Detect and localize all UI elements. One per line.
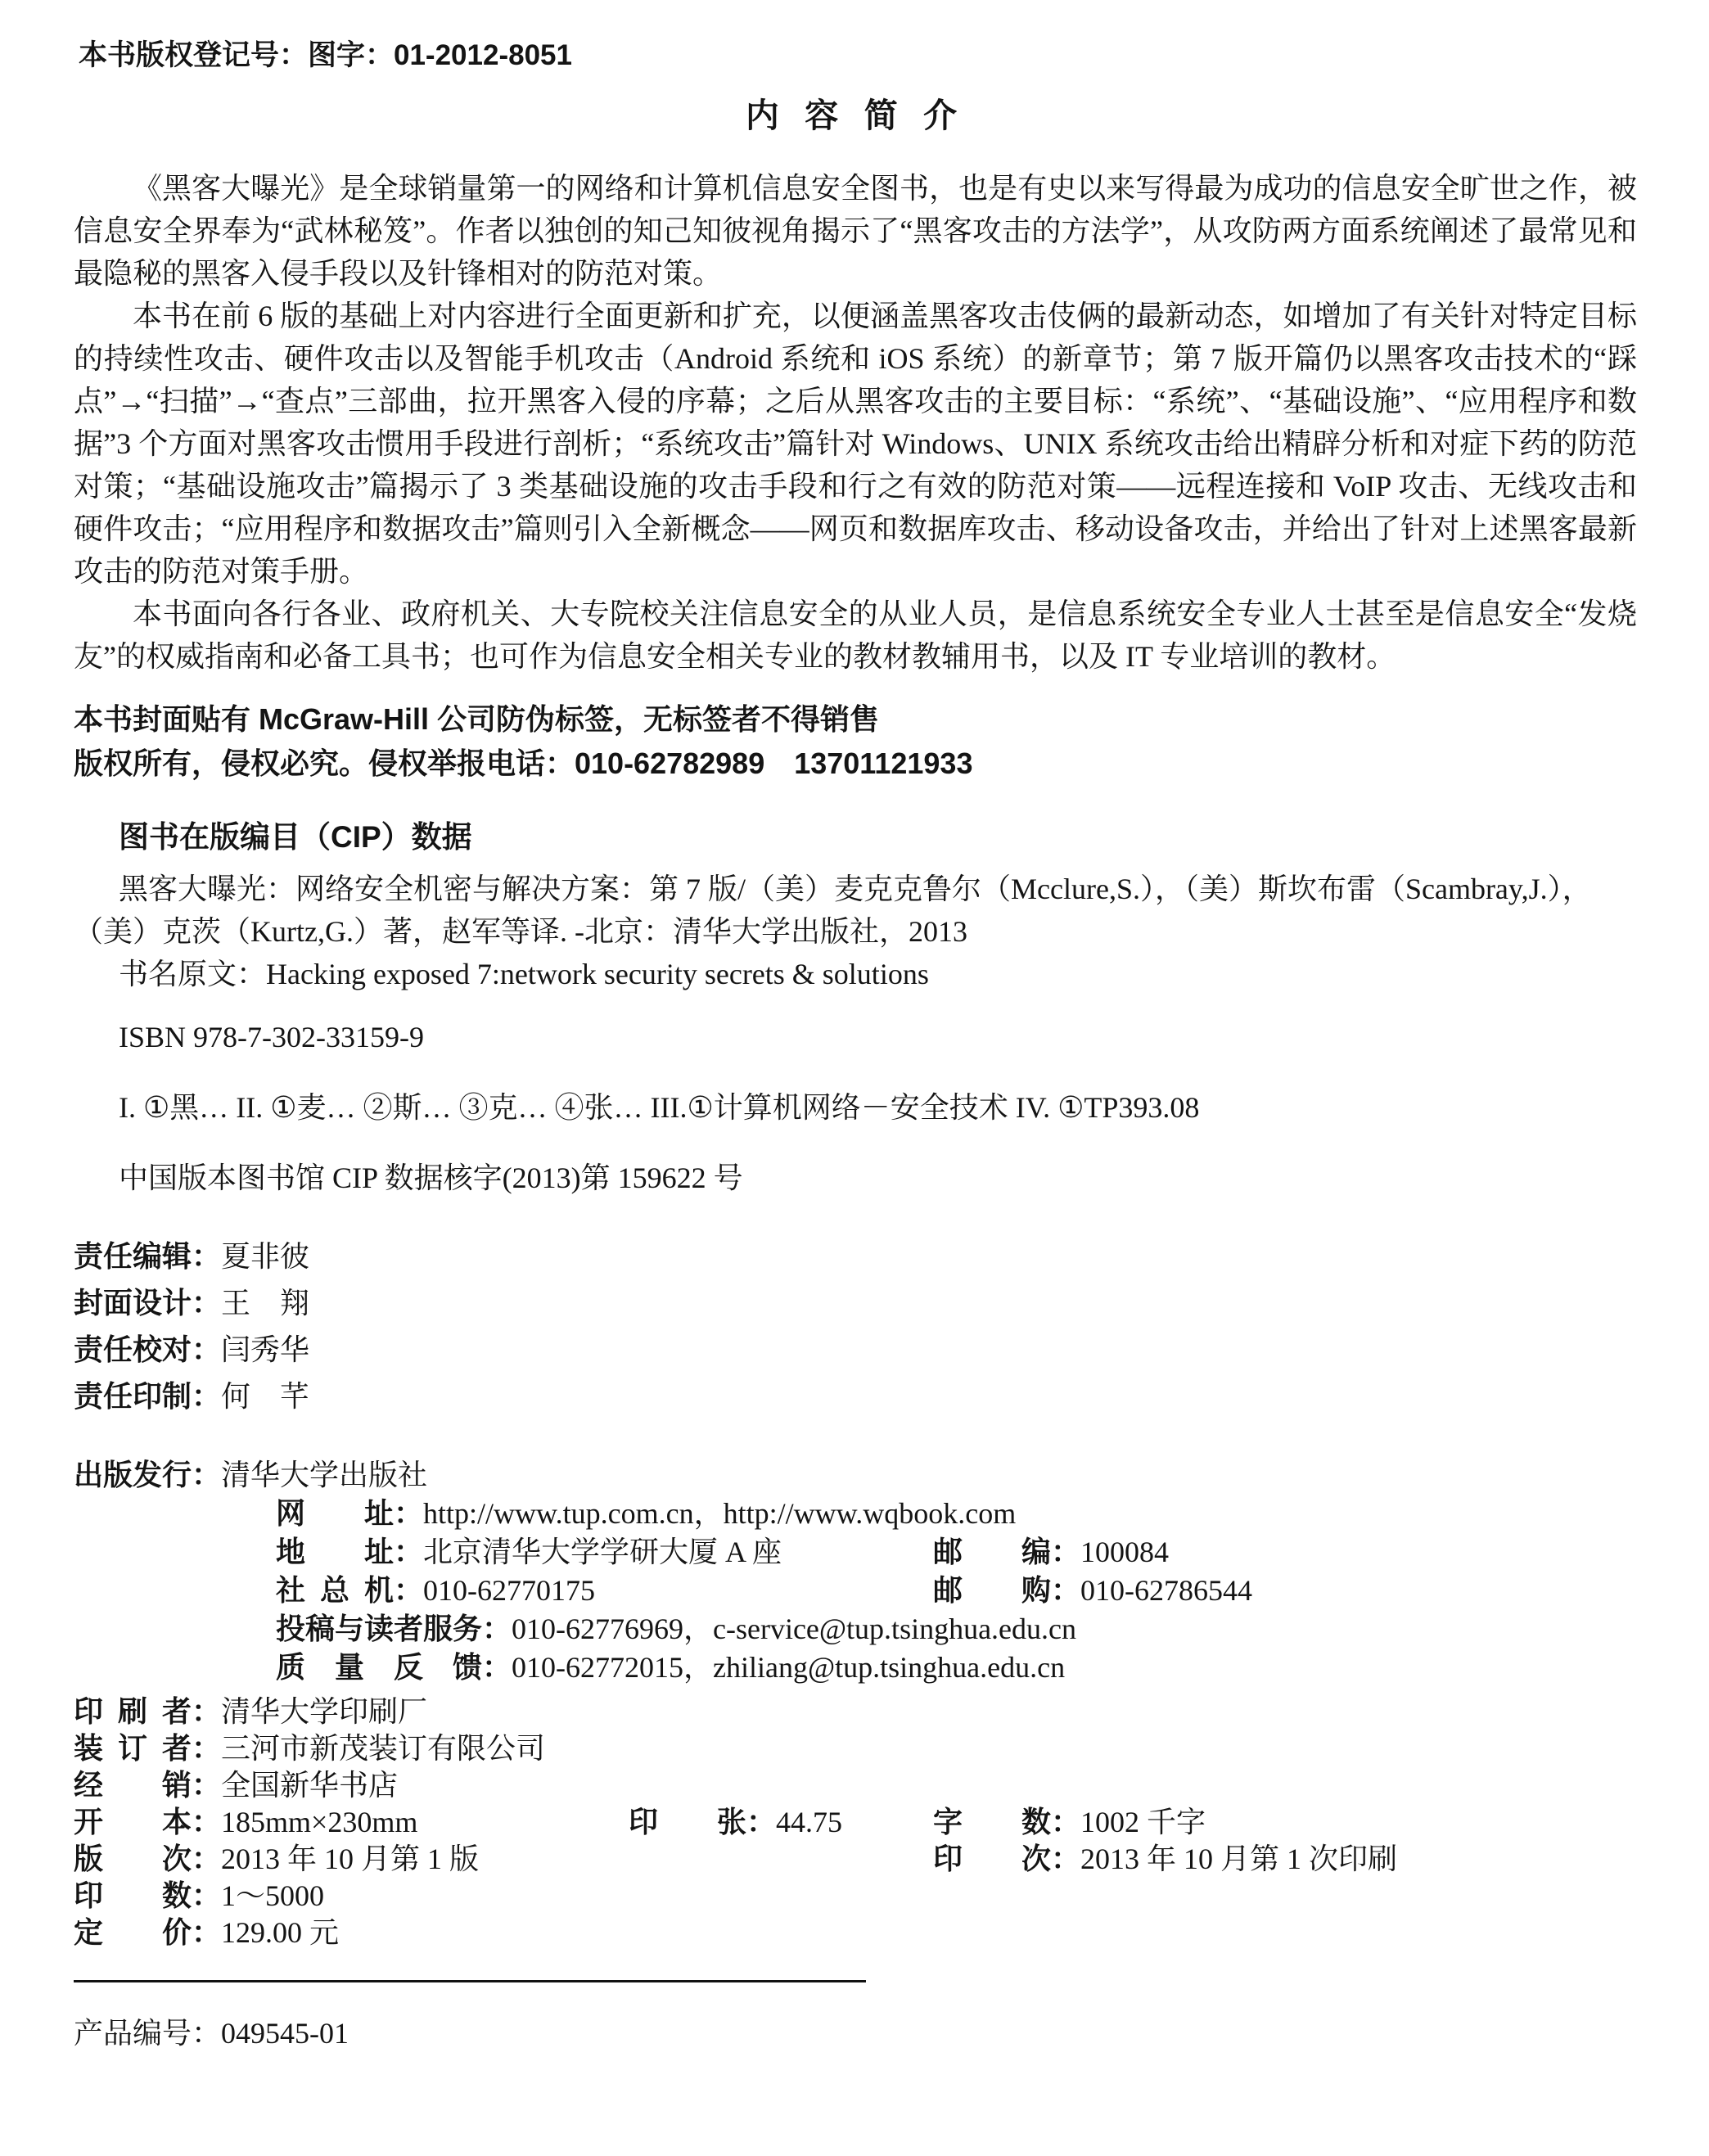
label-colon: ： [482,1650,512,1684]
binder-value: 三河市新茂装订有限公司 [221,1732,546,1765]
notices-section [74,697,1637,786]
staff-label: 封面设计 [74,1286,192,1319]
label-colon: ： [192,1458,222,1491]
label-colon: ： [394,1535,424,1568]
intro-section [74,167,1637,678]
postcode-cell [933,1532,1169,1572]
registration-line: 本书版权登记号：图字：01-2012-8051 [79,39,572,71]
printing-row [74,1730,1637,1766]
label-colon: ： [746,1805,777,1838]
label-colon: ： [192,1879,222,1912]
cip-line-3: 书名原文：Hacking exposed 7:network security secrets & solutions [119,958,929,990]
printing-row [74,1877,1637,1914]
cip-line-1: 黑客大曝光：网络安全机密与解决方案：第 7 版/（美）麦克克鲁尔（Mcclure,S.），（美）斯坎布雷（Scambray,J.）， [119,873,1592,905]
label-colon: ： [1051,1805,1081,1838]
field-label: 出版发行 [74,1458,192,1491]
price-value: 129.00 元 [221,1916,340,1949]
field-label: 印次 [933,1842,1051,1875]
staff-value: 王 翔 [221,1287,310,1319]
staff-row [74,1373,1637,1419]
staff-label: 责任校对 [74,1333,192,1366]
impression-value: 2013 年 10 月第 1 次印刷 [1080,1843,1398,1875]
intro-paragraph-2: 本书在前 6 版的基础上对内容进行全面更新和扩充，以便涵盖黑客攻击伎俩的最新动态，如增加了有关针对特定目标的持续性攻击、硬件攻击以及智能手机攻击（Android 系统和 iOS 系统）的新章节；第 7 版开篇仍以黑客攻击技术的“踩点”→“扫描”→“查点”三部曲，拉开黑客入侵的序幕；之后从黑客攻击的主要目标：“系统”、“基础设施”、“应用程序和数据”3 个方面对黑客攻击惯用手段进行剖析；“系统攻击”篇针对 Windows、UNIX 系统攻击给出精辟分析和对症下药的防范对策；“基础设施攻击”篇揭示了 3 类基础设施的攻击手段和行之有效的防范对策——远程连接和 VoIP 攻击、无线攻击和硬件攻击；“应用程序和数据攻击”篇则引入全新概念——网页和数据库攻击、移动设备攻击，并给出了针对上述黑客最新攻击的防范对策手册。 [74,300,1637,588]
edition-value: 2013 年 10 月第 1 版 [221,1843,480,1875]
cip-line-2: （美）克茨（Kurtz,G.）著，赵军等译. -北京：清华大学出版社，2013 [74,915,967,948]
impression-cell [933,1840,1397,1878]
label-colon: ： [192,1731,222,1765]
label-colon: ： [192,1379,222,1413]
field-label: 定价 [74,1915,192,1949]
field-label: 投稿与读者服务 [276,1612,483,1645]
page-title: 内 容 简 介 [745,97,966,134]
cip-record-number: 中国版本图书馆 CIP 数据核字(2013)第 159622 号 [119,1161,743,1194]
printing-row [74,1693,1637,1730]
cip-classification: I. ①黑… II. ①麦… ②斯… ③克… ④张… III.①计算机网络－安全技术 IV. ①TP393.08 [119,1091,1200,1124]
product-code: 产品编号：049545-01 [74,2017,349,2050]
staff-label: 责任编辑 [74,1239,192,1273]
cip-description [74,868,1637,995]
printing-row [74,1803,1637,1840]
label-colon: ： [482,1612,512,1645]
staff-row [74,1233,1637,1279]
mail-order-cell [933,1571,1252,1610]
staff-row [74,1279,1637,1326]
label-colon: ： [192,1239,222,1273]
distributor-value: 全国新华书店 [221,1769,399,1802]
field-label: 印刷者 [74,1694,192,1728]
field-label: 印张 [629,1805,746,1838]
field-label: 印数 [74,1879,192,1912]
staff-label: 责任印制 [74,1379,192,1413]
sheets-cell [629,1803,842,1841]
field-label: 版次 [74,1842,192,1875]
print-run-value: 1～5000 [221,1879,325,1912]
postcode-value: 100084 [1080,1536,1170,1568]
printing-row [74,1914,1637,1951]
staff-row [74,1326,1637,1373]
staff-section [74,1233,1637,1419]
label-colon: ： [1051,1573,1081,1607]
printing-section [74,1693,1637,1951]
field-label: 地址 [276,1535,394,1568]
printing-row [74,1766,1637,1803]
publisher-row [74,1571,1637,1609]
wordcount-cell [933,1803,1206,1841]
publisher-row [74,1494,1637,1532]
field-label: 邮编 [933,1535,1051,1568]
format-value: 185mm×230mm [221,1806,418,1838]
staff-value: 何 芊 [221,1380,310,1413]
label-colon: ： [192,1842,222,1875]
wordcount-value: 1002 千字 [1080,1806,1206,1838]
address-value: 北京清华大学学研大厦 A 座 [423,1536,782,1568]
label-colon: ： [394,1496,424,1530]
field-label: 社总机 [276,1573,394,1607]
field-value: 清华大学出版社 [221,1459,428,1491]
staff-value: 闫秀华 [221,1333,310,1366]
cip-heading: 图书在版编目（CIP）数据 [119,820,472,854]
publisher-row [74,1648,1637,1686]
label-colon: ： [1051,1535,1081,1568]
label-colon: ： [1051,1842,1081,1875]
field-label: 装订者 [74,1731,192,1765]
publisher-row [74,1609,1637,1648]
intro-paragraph-3: 本书面向各行各业、政府机关、大专院校关注信息安全的从业人员，是信息系统安全专业人士甚至是信息安全“发烧友”的权威指南和必备工具书；也可作为信息安全相关专业的教材教辅用书，以及 IT 专业培训的教材。 [74,598,1637,673]
field-label: 经销 [74,1768,192,1802]
anti-piracy-notice: 本书封面贴有 McGraw-Hill 公司防伪标签，无标签者不得销售 [74,702,880,736]
label-colon: ： [192,1333,222,1366]
field-label: 开本 [74,1805,192,1838]
copyright-notice: 版权所有，侵权必究。侵权举报电话：010-62782989 13701121933 [74,746,973,780]
label-colon: ： [192,1915,222,1949]
staff-value: 夏非彼 [221,1240,310,1273]
intro-paragraph-1: 《黑客大曝光》是全球销量第一的网络和计算机信息安全图书，也是有史以来写得最为成功的信息安全旷世之作，被信息安全界奉为“武林秘笈”。作者以独创的知己知彼视角揭示了“黑客攻击的方法学”，从攻防两方面系统阐述了最常见和最隐秘的黑客入侵手段以及针锋相对的防范对策。 [74,172,1637,290]
printer-value: 清华大学印刷厂 [221,1695,428,1728]
field-label: 质量反馈 [276,1650,482,1684]
label-colon: ： [192,1768,222,1802]
label-colon: ： [192,1694,222,1728]
quality-feedback-value: 010-62772015，zhiliang@tup.tsinghua.edu.cn [512,1651,1066,1684]
label-colon: ： [192,1805,222,1838]
isbn-line: ISBN 978-7-302-33159-9 [119,1021,424,1053]
reader-service-value: 010-62776969，c-service@tup.tsinghua.edu.cn [512,1612,1077,1645]
divider-rule [74,1980,866,1982]
field-label: 字数 [933,1805,1051,1838]
sheets-value: 44.75 [776,1806,843,1838]
cip-section [74,819,1637,1197]
switchboard-value: 010-62770175 [423,1574,596,1607]
label-colon: ： [394,1573,424,1607]
publisher-row [74,1532,1637,1571]
field-label: 网址 [276,1496,394,1530]
mail-order-value: 010-62786544 [1080,1574,1253,1607]
label-colon: ： [192,1286,222,1319]
publisher-row [74,1455,1637,1494]
publisher-section [74,1455,1637,1686]
website-value: http://www.tup.com.cn，http://www.wqbook.com [423,1497,1017,1530]
field-label: 邮购 [933,1573,1051,1607]
printing-row [74,1840,1637,1877]
